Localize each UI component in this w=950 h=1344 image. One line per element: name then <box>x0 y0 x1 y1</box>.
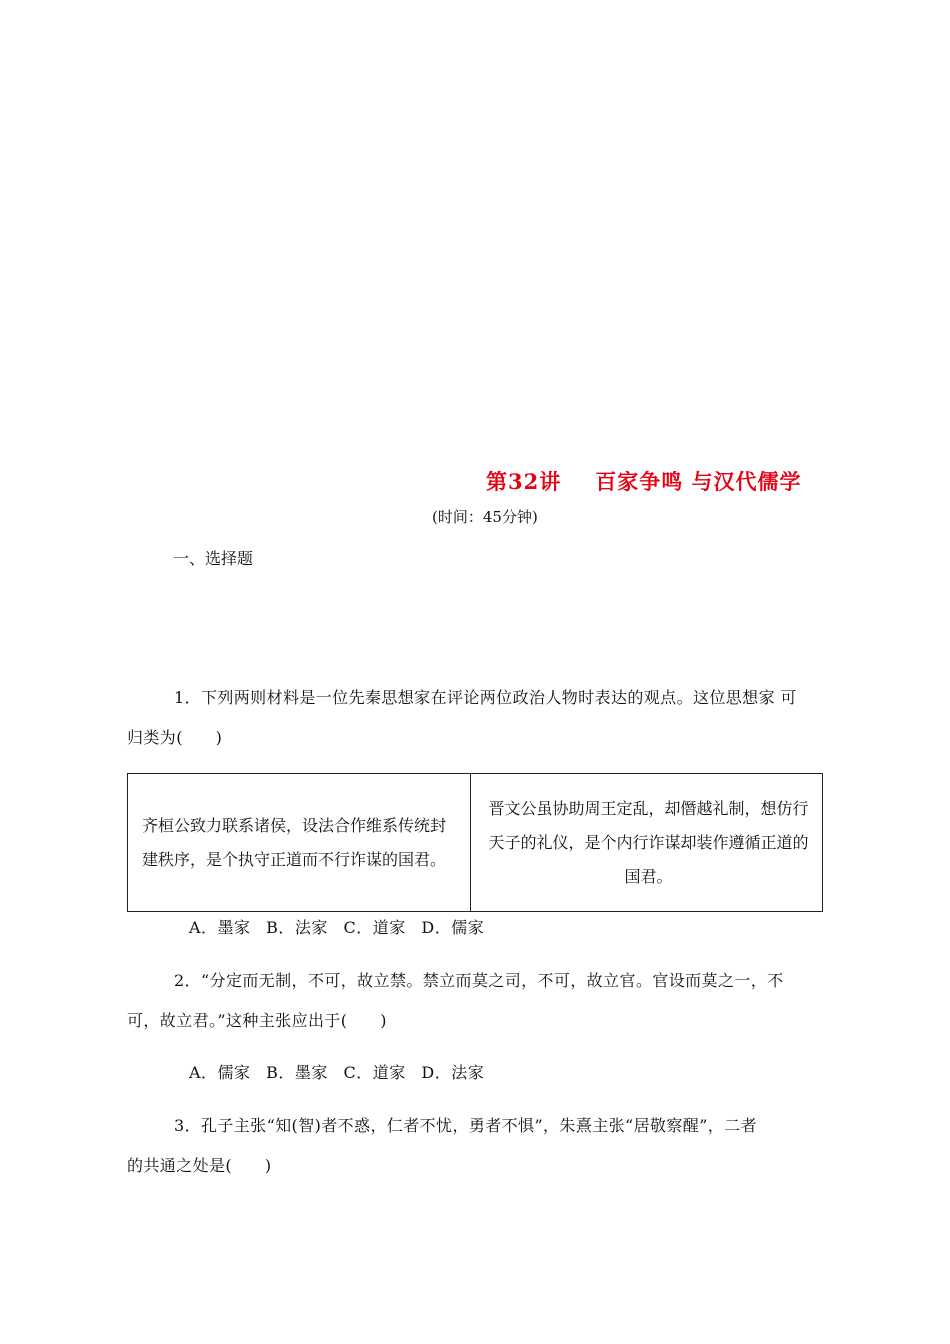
section-heading: 一、选择题 <box>173 549 254 568</box>
material-right-text: 晋文公虽协助周王定乱，却僭越礼制，想仿行天子的礼仪，是个内行诈谋却装作遵循正道的国君。 <box>488 798 809 886</box>
material-table <box>127 773 823 912</box>
question-2-stem-line-1: 2．“分定而无制，不可，故立禁。禁立而莫之司，不可，故立官。官设而莫之一，不 <box>174 971 784 990</box>
question-2-option-a: A．儒家 <box>189 1063 251 1082</box>
question-3-stem-line-2: 的共通之处是( ) <box>127 1156 272 1175</box>
time-note: (时间：45分钟) <box>432 508 538 526</box>
material-cell-left <box>128 774 471 911</box>
lecture-number: 第32讲 <box>486 469 562 494</box>
material-left-text: 齐桓公致力联系诸侯，设法合作维系传统封建秩序，是个执守正道而不行诈谋的国君。 <box>142 815 447 869</box>
question-2-option-c: C．道家 <box>343 1063 406 1082</box>
question-1-option-a: A．墨家 <box>189 918 251 937</box>
question-2-stem-line-2: 可，故立君。”这种主张应出于( ) <box>127 1011 387 1030</box>
material-cell-right <box>471 774 822 911</box>
question-1-options <box>189 915 494 938</box>
question-1-option-b: B．法家 <box>266 918 328 937</box>
question-2-option-d: D．法家 <box>421 1063 485 1082</box>
question-1-option-d: D．儒家 <box>421 918 485 937</box>
lecture-topic: 百家争鸣 与汉代儒学 <box>595 469 802 494</box>
question-1-stem-line-2: 归类为( ) <box>127 728 223 747</box>
question-2-option-b: B．墨家 <box>266 1063 328 1082</box>
question-2-options <box>189 1060 494 1083</box>
question-1-stem-line-1: 1．下列两则材料是一位先秦思想家在评论两位政治人物时表达的观点。这位思想家 可 <box>174 688 797 707</box>
question-3-stem-line-1: 3．孔子主张“知(智)者不惑，仁者不忧，勇者不惧”，朱熹主张“居敬察醒”，二者 <box>174 1116 757 1135</box>
page-title <box>486 466 802 496</box>
question-1-option-c: C．道家 <box>343 918 406 937</box>
